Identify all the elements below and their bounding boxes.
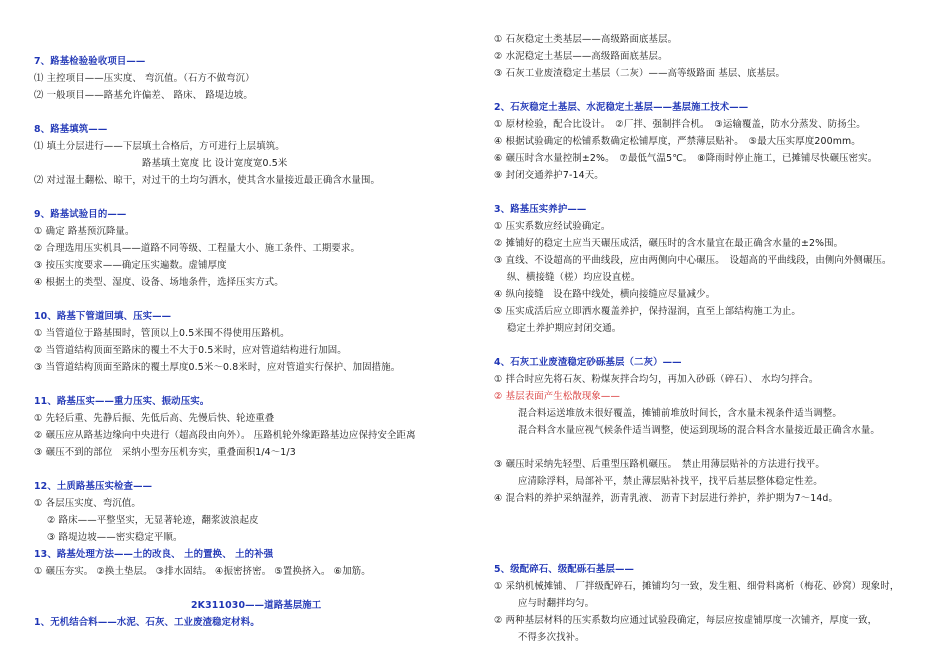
text-line: ⑵ 对过湿土翻松、晾干，对过干的土均匀洒水，使其含水量接近最正确含水量围。	[34, 175, 381, 186]
text-line: ④ 纵向接缝 设在路中线处，横向接缝应尽量减少。	[494, 289, 716, 300]
text-line: ⑤ 压实成活后应立即洒水覆盖养护，保持湿润，直至上部结构施工为止。	[494, 306, 801, 317]
text-line: ① 先轻后重、先静后振、先低后高、先慢后快、轮迹重叠	[34, 413, 275, 424]
text-line: ② 两种基层材料的压实系数均应通过试验段确定，每层应按虚铺厚度一次铺齐，厚度一致，	[494, 615, 878, 626]
text-line: ④ 根据土的类型、湿度、设备、场地条件，选择压实方式。	[34, 277, 284, 288]
text-line: ③ 路堤边坡——密实稳定平顺。	[47, 532, 183, 543]
section-heading: 10、路基下管道回填、压实——	[34, 311, 172, 322]
text-line: ③ 碾压不到的部位 采纳小型夯压机夯实，重叠面积1/4～1/3	[34, 447, 296, 458]
text-line: 不得多次找补。	[518, 632, 585, 643]
text-line: 混合料运送堆放未很好覆盖，摊铺前堆放时间长，含水量未视条件适当调整。	[518, 408, 842, 419]
text-line: ② 合理选用压实机具——道路不同等级、工程量大小、施工条件、工期要求。	[34, 243, 361, 254]
text-line: 应与时翻拌均匀。	[518, 598, 595, 609]
text-line: ③ 按压实度要求——确定压实遍数。虚铺厚度	[34, 260, 227, 271]
text-line: 路基填土宽度 比 设计宽度宽0.5米	[142, 158, 288, 169]
text-line: ① 石灰稳定土类基层——高级路面底基层。	[494, 34, 678, 45]
section-heading: 1、无机结合料——水泥、石灰、工业废渣稳定材料。	[34, 617, 260, 628]
text-line: ⑴ 填土分层进行——下层填土合格后，方可进行上层填筑。	[34, 141, 285, 152]
text-line: ① 碾压夯实。 ②换土垫层。 ③排水固结。 ④振密挤密。 ⑤置换挤入。 ⑥加筋。	[34, 566, 371, 577]
text-line: ⑨ 封闭交通养护7-14天。	[494, 170, 604, 181]
text-line: ① 采纳机械摊铺、 厂拌级配碎石，摊铺均匀一致，发生粗、细骨料离析（梅花、砂窝）现象时，	[494, 581, 900, 592]
text-line: ⑵ 一般项目——路基允许偏差、 路床、 路堤边坡。	[34, 90, 253, 101]
section-heading: 9、路基试验目的——	[34, 209, 127, 220]
text-line: ③ 直线、不设超高的平曲线段，应由两侧向中心碾压。 设超高的平曲线段，由侧向外侧碾压。	[494, 255, 892, 266]
section-heading: 2K311030——道路基层施工	[191, 600, 322, 611]
section-heading: 4、石灰工业废渣稳定砂砾基层（二灰）——	[494, 357, 682, 368]
section-heading: 3、路基压实养护——	[494, 204, 587, 215]
text-line: ② 路床——平整坚实，无显著轮迹，翻浆波浪起皮	[47, 515, 259, 526]
text-line: ③ 碾压时采纳先轻型、后重型压路机碾压。 禁止用薄层贴补的方法进行找平。	[494, 459, 825, 470]
text-line: 应清除浮料，局部补平，禁止薄层贴补找平，找平后基层整体稳定性差。	[518, 476, 823, 487]
section-heading: 8、路基填筑——	[34, 124, 108, 135]
text-line: ① 压实系数应经试验确定。	[494, 221, 611, 232]
text-line: 稳定土养护期应封闭交通。	[507, 323, 622, 334]
text-line: ① 原材检验，配合比设计。 ②厂拌、强制拌合机。 ③运输覆盖，防水分蒸发、防扬尘。	[494, 119, 866, 130]
section-heading: 11、路基压实——重力压实、振动压实。	[34, 396, 210, 407]
text-line: ② 当管道结构顶面至路床的覆土不大于0.5米时，应对管道结构进行加固。	[34, 345, 347, 356]
highlighted-line: ② 基层表面产生松散现象——	[494, 391, 620, 402]
text-line: 纵、横接缝（槎）均应设直槎。	[507, 272, 641, 283]
text-line: 混合料含水量应视气候条件适当调整，使运到现场的混合料含水量接近最正确含水量。	[518, 425, 880, 436]
text-line: ① 当管道位于路基围时，管顶以上0.5米围不得使用压路机。	[34, 328, 290, 339]
section-heading: 7、路基检验验收项目——	[34, 56, 146, 67]
text-line: ⑥ 碾压时含水量控制±2%。 ⑦最低气温5℃。 ⑧降雨时停止施工，已摊铺尽快碾压密实。	[494, 153, 878, 164]
text-line: ① 各层压实度、弯沉值。	[34, 498, 141, 509]
text-line: ② 碾压应从路基边缘向中央进行（超高段由向外）。 压路机轮外缘距路基边应保持安全距离	[34, 430, 416, 441]
text-line: ① 拌合时应先将石灰、粉煤灰拌合均匀，再加入砂砾（碎石）、 水均匀拌合。	[494, 374, 819, 385]
text-line: ④ 混合料的养护采纳湿养，沥青乳液、 沥青下封层进行养护，养护期为7～14d。	[494, 493, 839, 504]
text-line: ③ 石灰工业废渣稳定土基层（二灰）——高等级路面 基层、底基层。	[494, 68, 786, 79]
section-heading: 13、路基处理方法——土的改良、 土的置换、 土的补强	[34, 549, 274, 560]
text-line: ① 确定 路基预沉降量。	[34, 226, 135, 237]
text-line: ⑴ 主控项目——压实度、 弯沉值。（石方不做弯沉）	[34, 73, 255, 84]
text-line: ② 摊铺好的稳定土应当天碾压成活，碾压时的含水量宜在最正确含水量的±2%围。	[494, 238, 844, 249]
section-heading: 12、土质路基压实检查——	[34, 481, 153, 492]
text-line: ④ 根据试验确定的松铺系数确定松铺厚度，严禁薄层贴补。 ⑤最大压实厚度200mm。	[494, 136, 861, 147]
section-heading: 5、级配碎石、级配砾石基层——	[494, 564, 635, 575]
text-line: ② 水泥稳定土基层——高级路面底基层。	[494, 51, 668, 62]
text-line: ③ 当管道结构顶面至路床的覆土厚度0.5米～0.8米时，应对管道实行保护、加固措施。	[34, 362, 401, 373]
section-heading: 2、石灰稳定土基层、水泥稳定土基层——基层施工技术——	[494, 102, 749, 113]
